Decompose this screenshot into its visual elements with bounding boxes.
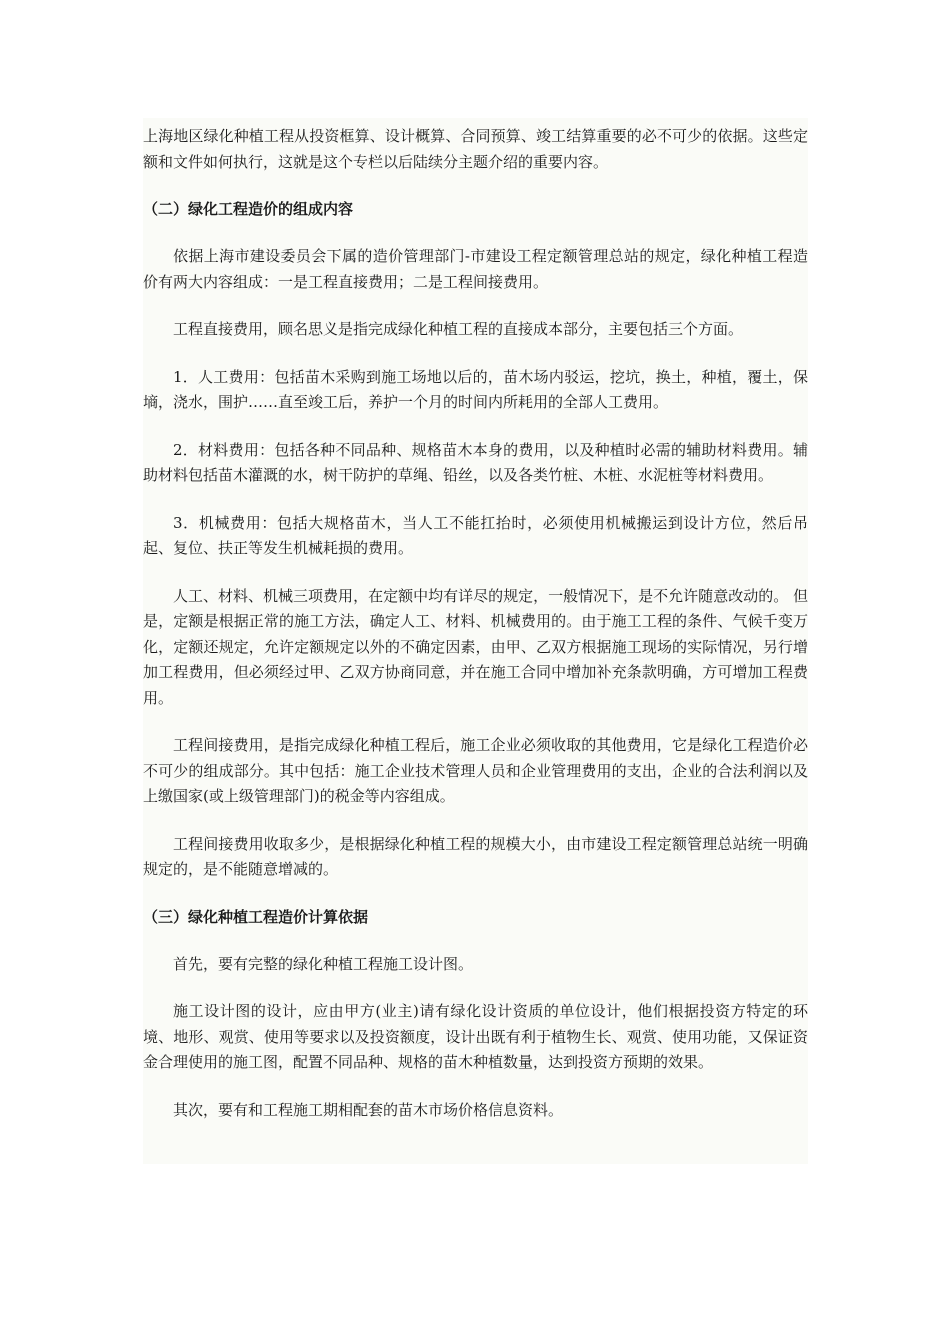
paragraph-direct-cost: 工程直接费用，顾名思义是指完成绿化种植工程的直接成本部分，主要包括三个方面。 — [173, 320, 744, 338]
paragraph-design-process: 施工设计图的设计，应由甲方(业主)请有绿化设计资质的单位设计，他们根据投资方特定的环境、地形、观赏、使用等要求以及投资额度，设计出既有利于植物生长、观赏、使用功能，又保证资金合理使用的施工图，配置不同品种、规格的苗木种植数量，达到投资方预期的效果。 — [143, 1002, 808, 1071]
paragraph-indirect-amount: 工程间接费用收取多少，是根据绿化种植工程的规模大小，由市建设工程定额管理总站统一明确规定的，是不能随意增减的。 — [143, 834, 808, 878]
paragraph-indirect-cost: 工程间接费用，是指完成绿化种植工程后，施工企业必须收取的其他费用，它是绿化工程造价必不可少的组成部分。其中包括：施工企业技术管理人员和企业管理费用的支出，企业的合法利润以及上缴国家(或上级管理部门)的税金等内容组成。 — [143, 736, 808, 805]
paragraph-quota-rules: 人工、材料、机械三项费用，在定额中均有详尽的规定，一般情况下，是不允许随意改动的。 但是，定额是根据正常的施工方法，确定人工、材料、机械费用的。由于施工工程的条件、气候千变万化，定额还规定，允许定额规定以外的不确定因素，由甲、乙双方根据施工现场的实际情况，另行增加工程费用，但必须经过甲、乙双方协商同意，并在施工合同中增加补充条款明确，方可增加工程费用。 — [143, 586, 808, 707]
document-page — [143, 118, 808, 1164]
intro-paragraph: 上海地区绿化种植工程从投资框算、设计概算、合同预算、竣工结算重要的必不可少的依据。这些定额和文件如何执行，这就是这个专栏以后陆续分主题介绍的重要内容。 — [143, 127, 808, 171]
document-body — [143, 124, 808, 1123]
list-item-material-cost: 2．材料费用：包括各种不同品种、规格苗木本身的费用，以及种植时必需的辅助材料费用。辅助材料包括苗木灌溉的水，树干防护的草绳、铅丝，以及各类竹桩、木桩、水泥桩等材料费用。 — [143, 440, 808, 484]
list-item-labor-cost: 1．人工费用：包括苗木采购到施工场地以后的，苗木场内驳运，挖坑，换土，种植，覆土，保墒，浇水，围护……直至竣工后，养护一个月的时间内所耗用的全部人工费用。 — [143, 367, 808, 411]
paragraph-cost-basis: 依据上海市建设委员会下属的造价管理部门-市建设工程定额管理总站的规定，绿化种植工程造价有两大内容组成：一是工程直接费用；二是工程间接费用。 — [143, 247, 808, 291]
list-item-machinery-cost: 3．机械费用：包括大规格苗木，当人工不能扛抬时，必须使用机械搬运到设计方位，然后吊起、复位、扶正等发生机械耗损的费用。 — [143, 513, 808, 557]
section-heading-composition: （二）绿化工程造价的组成内容 — [143, 200, 354, 218]
paragraph-price-info: 其次，要有和工程施工期相配套的苗木市场价格信息资料。 — [173, 1100, 564, 1119]
paragraph-design-drawing: 首先，要有完整的绿化种植工程施工设计图。 — [173, 954, 474, 973]
section-heading-calculation-basis: （三）绿化种植工程造价计算依据 — [143, 907, 369, 926]
